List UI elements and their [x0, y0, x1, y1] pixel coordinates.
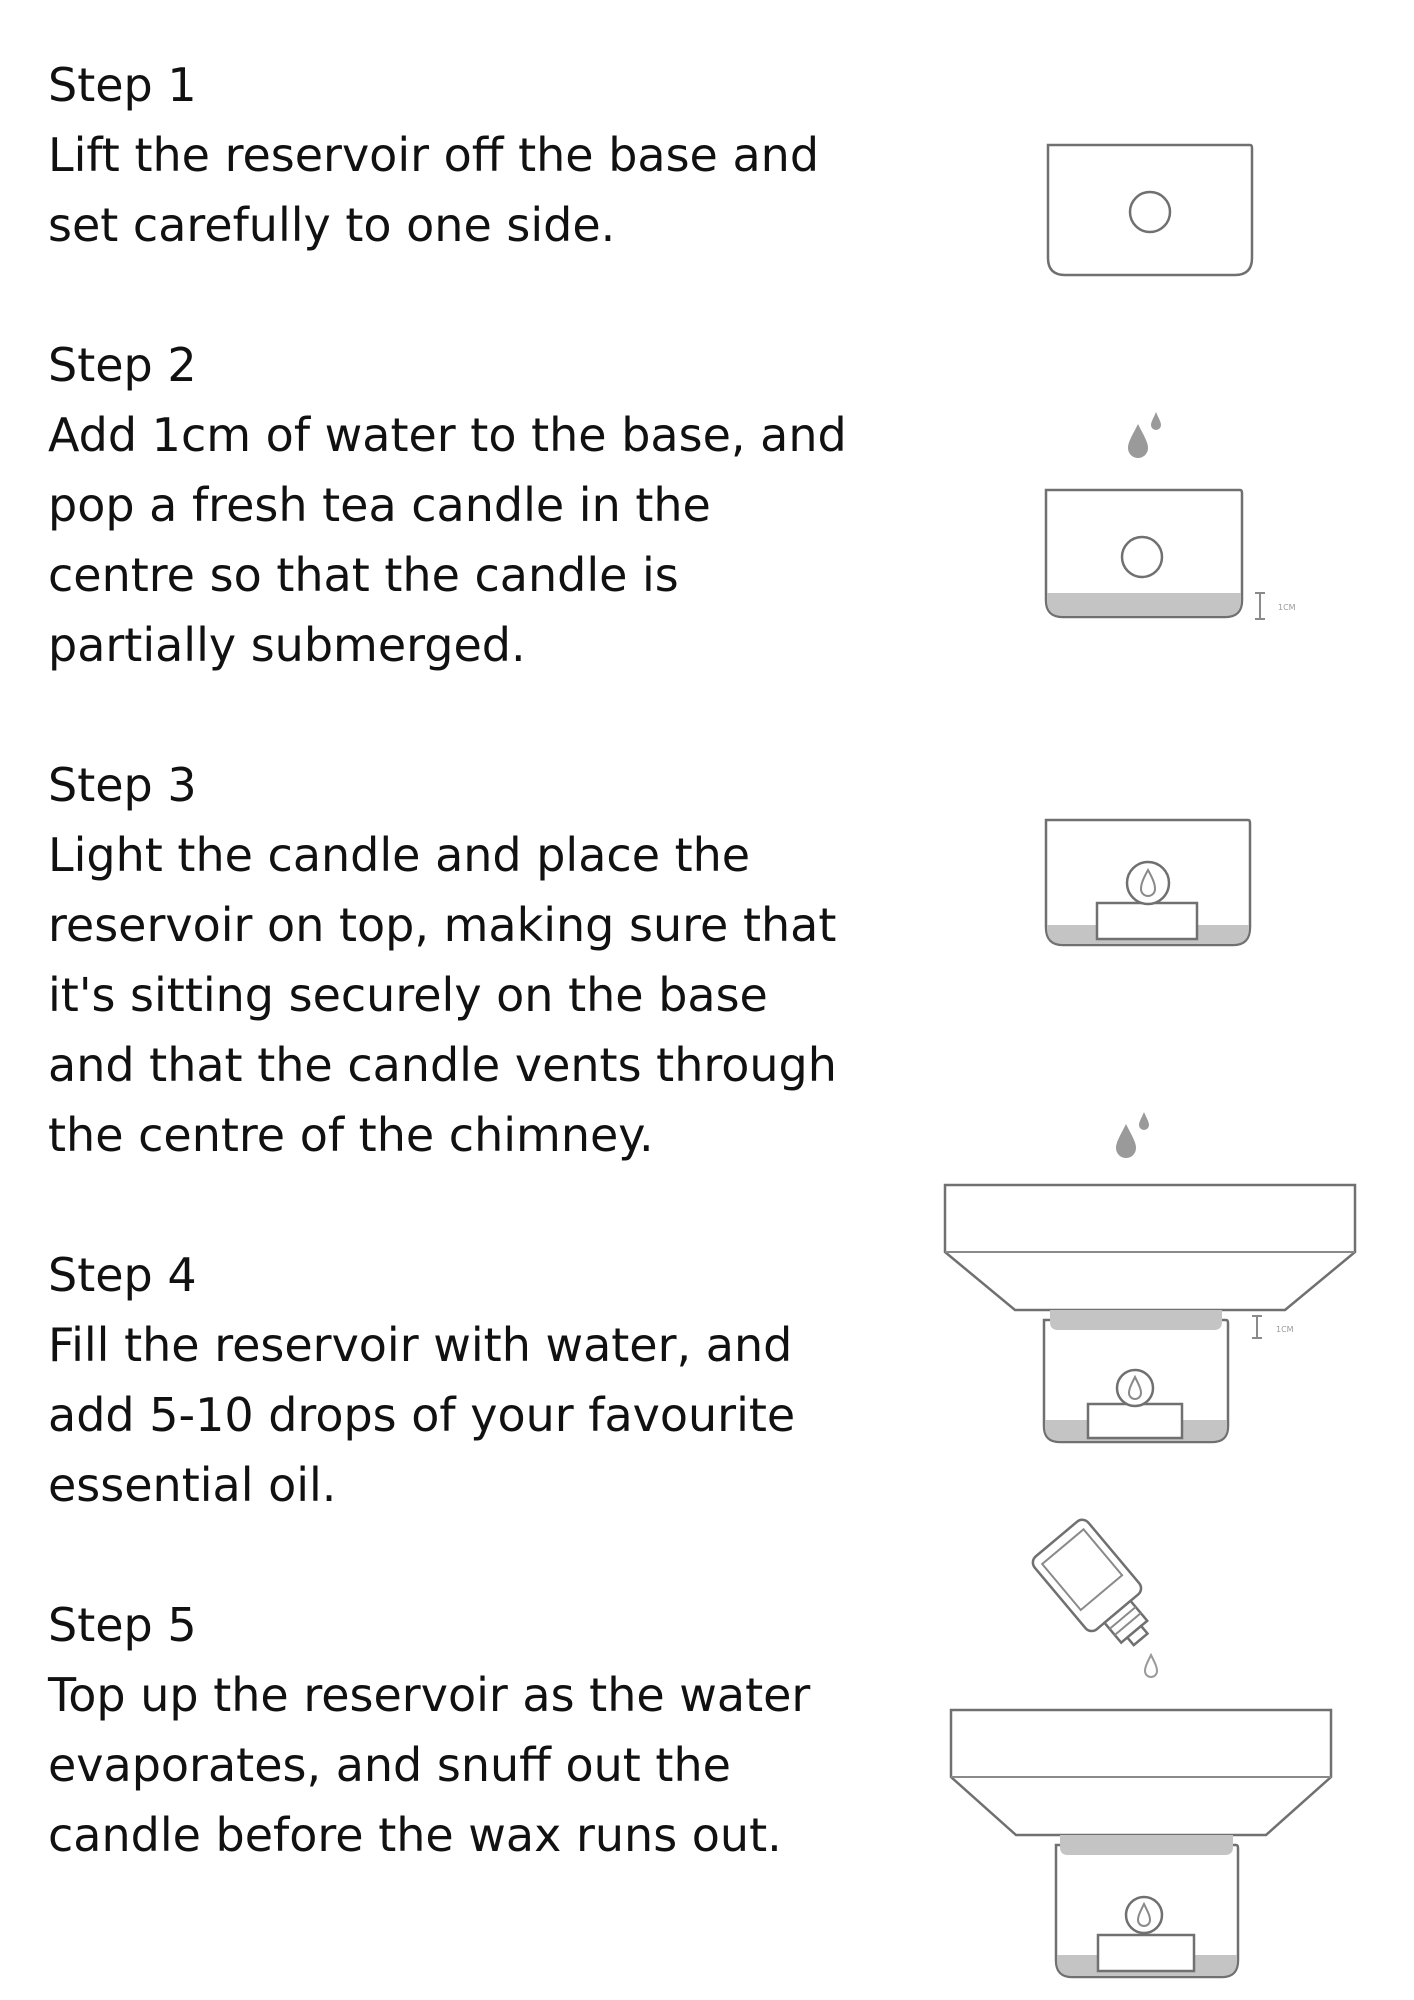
measure-marker-icon: [1252, 1316, 1262, 1338]
base-with-candle-illustration: [1040, 815, 1260, 965]
step-2-text: Add 1cm of water to the base, and pop a fresh tea candle in the centre so that the candle is partially submerged.: [48, 408, 847, 672]
step-4: [48, 1240, 888, 1520]
step-1: [48, 50, 888, 260]
step-2-title: Step 2: [48, 338, 197, 392]
base-illustration: [1040, 140, 1260, 290]
step-1-title: Step 1: [48, 58, 197, 112]
step-2: [48, 330, 888, 680]
step-3: [48, 750, 888, 1170]
oil-drop-icon: [1145, 1655, 1157, 1677]
base-with-water-illustration: [1040, 485, 1330, 635]
reservoir-on-base-illustration: [940, 1180, 1360, 1460]
tea-candle-icon: [1097, 903, 1197, 939]
candle-hole-icon: [1130, 192, 1170, 232]
oil-bottle-icon: [1020, 1515, 1170, 1685]
reservoir-with-oil-illustration: [946, 1705, 1366, 1995]
measure-label: 1CM: [1276, 1325, 1294, 1334]
step-1-text: Lift the reservoir off the base and set carefully to one side.: [48, 128, 820, 252]
reservoir-bowl: [945, 1185, 1355, 1310]
step-5-text: Top up the reservoir as the water evaporates, and snuff out the candle before the wax runs out.: [48, 1668, 811, 1862]
tea-candle-icon: [1088, 1404, 1182, 1438]
reservoir-bowl: [951, 1710, 1331, 1835]
tea-candle-icon: [1098, 1935, 1194, 1971]
step-4-text: Fill the reservoir with water, and add 5-10 drops of your favourite essential oil.: [48, 1318, 796, 1512]
step-3-text: Light the candle and place the reservoir on top, making sure that it's sitting securely on the base and that the candle vents through the centre of the chimney.: [48, 828, 837, 1162]
step-4-title: Step 4: [48, 1248, 197, 1302]
measure-marker-icon: [1255, 593, 1265, 619]
step-5: [48, 1590, 888, 1870]
measure-label: 1CM: [1278, 603, 1296, 612]
water-drops-icon: [1122, 410, 1168, 466]
water-drops-icon: [1110, 1110, 1156, 1166]
step-3-title: Step 3: [48, 758, 197, 812]
candle-hole-icon: [1122, 537, 1162, 577]
step-5-title: Step 5: [48, 1598, 197, 1652]
